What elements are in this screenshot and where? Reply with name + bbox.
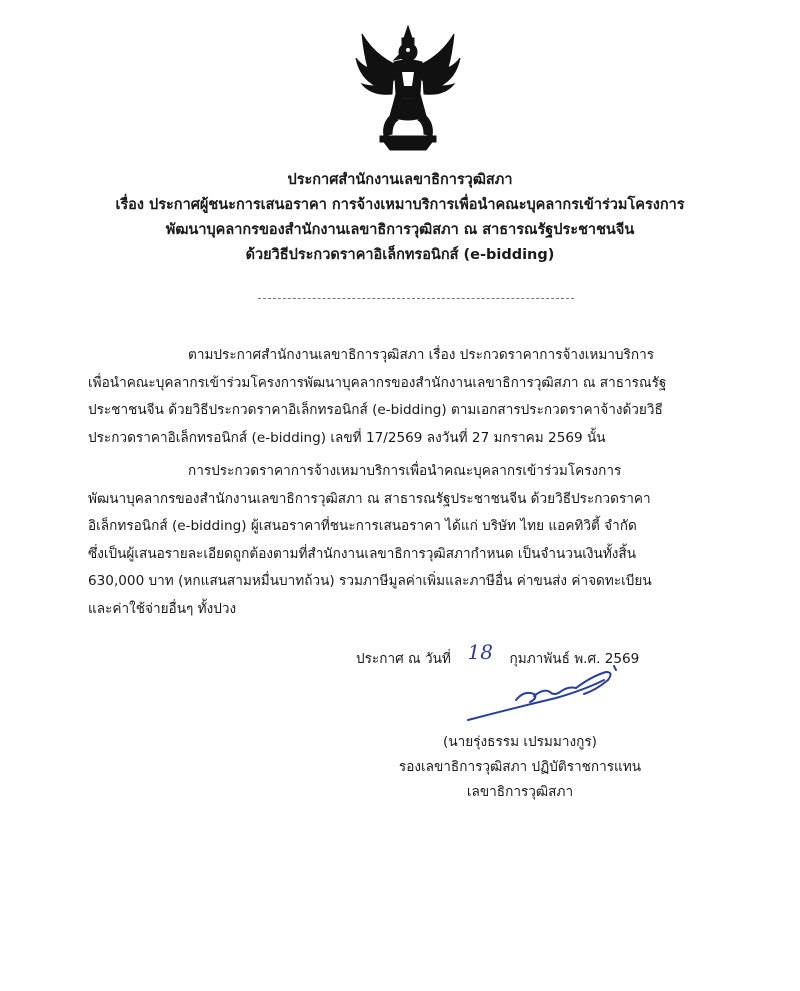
paragraph-line: และค่าใช้จ่ายอื่นๆ ทั้งปวง (88, 600, 237, 617)
paragraph-line: ซึ่งเป็นผู้เสนอรายละเอียดถูกต้องตามที่สำนักงานเลขาธิการวุฒิสภากำหนด เป็นจำนวนเงินทั้งสิ้น (88, 545, 637, 562)
handwritten-day: 18 (467, 640, 493, 664)
dashed-divider (258, 298, 574, 299)
heading-subject-line-2: พัฒนาบุคลากรของสำนักงานเลขาธิการวุฒิสภา ณ สาธารณรัฐประชาชนจีน (165, 222, 635, 238)
paragraph-line: การประกวดราคาการจ้างเหมาบริการเพื่อนำคณะบุคลากรเข้าร่วมโครงการ (188, 463, 622, 479)
date-suffix: กุมภาพันธ์ พ.ศ. 2569 (509, 651, 640, 667)
signatory-name: (นายรุ่งธรรม เปรมมางกูร) (443, 734, 597, 750)
body-paragraph-1 (88, 342, 710, 452)
signatory-position: รองเลขาธิการวุฒิสภา ปฏิบัติราชการแทน (398, 759, 642, 775)
heading-title: ประกาศสำนักงานเลขาธิการวุฒิสภา (287, 172, 513, 188)
body-paragraph-2 (88, 458, 710, 623)
paragraph-line: อิเล็กทรอนิกส์ (e-bidding) ผู้เสนอราคาที่ชนะการเสนอราคา ได้แก่ บริษัท ไทย แอคทิวิตี้ จำกัด (88, 518, 637, 534)
heading-subject-line-1: เรื่อง ประกาศผู้ชนะการเสนอราคา การจ้างเหมาบริการเพื่อนำคณะบุคลากรเข้าร่วมโครงการ (115, 197, 685, 213)
paragraph-line: 630,000 บาท (หกแสนสามหมื่นบาทถ้วน) รวมภาษีมูลค่าเพิ่มและภาษีอื่น ค่าขนส่ง ค่าจดทะเบียน (88, 573, 652, 589)
garuda-emblem-icon (354, 24, 462, 152)
signatory-on-behalf-of: เลขาธิการวุฒิสภา (466, 784, 574, 800)
date-prefix: ประกาศ ณ วันที่ (356, 651, 451, 667)
announcement-heading (60, 168, 740, 268)
paragraph-line: ประชาชนจีน ด้วยวิธีประกวดราคาอิเล็กทรอนิกส์ (e-bidding) ตามเอกสารประกวดราคาจ้างด้วยวิธี (88, 402, 663, 418)
paragraph-line: เพื่อนำคณะบุคลากรเข้าร่วมโครงการพัฒนาบุคลากรของสำนักงานเลขาธิการวุฒิสภา ณ สาธารณรัฐ (88, 374, 667, 391)
signatory-block (360, 730, 680, 805)
paragraph-line: ประกวดราคาอิเล็กทรอนิกส์ (e-bidding) เลขที่ 17/2569 ลงวันที่ 27 มกราคม 2569 นั้น (88, 429, 606, 446)
handwritten-signature-icon (464, 662, 624, 726)
paragraph-line: ตามประกาศสำนักงานเลขาธิการวุฒิสภา เรื่อง ประกวดราคาการจ้างเหมาบริการ (188, 347, 655, 363)
paragraph-line: พัฒนาบุคลากรของสำนักงานเลขาธิการวุฒิสภา ณ สาธารณรัฐประชาชนจีน ด้วยวิธีประกวดราคา (88, 490, 651, 507)
heading-subject-line-3: ด้วยวิธีประกวดราคาอิเล็กทรอนิกส์ (e-bidding) (245, 247, 555, 263)
